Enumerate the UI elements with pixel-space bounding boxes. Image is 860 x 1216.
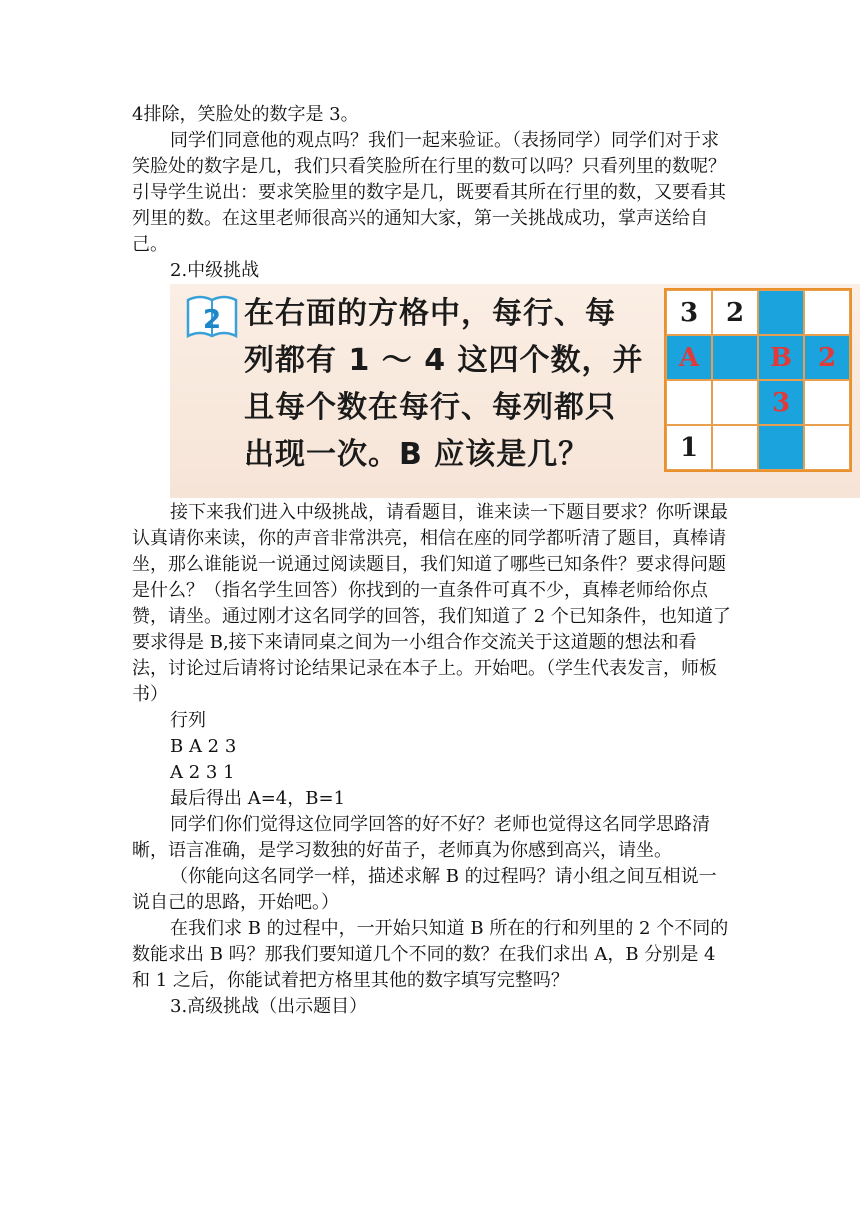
text-section-top [132, 102, 732, 284]
problem-line: 且每个数在每行、每列都只 [244, 390, 616, 425]
heading-intermediate-challenge: 2.中级挑战 [170, 260, 260, 281]
grid-cell: 2 [804, 335, 850, 380]
grid-cell [712, 335, 758, 380]
paragraph-discussion: 接下来我们进入中级挑战，请看题目，谁来读一下题目要求？你听课最认真请你来读，你的声音非常洪亮，相信在座的同学都听清了题目，真棒请坐，那么谁能说一说通过阅读题目，我们知道了哪些已知条件？要求得问题是什么？（指名学生回答）你找到的一直条件可真不少，真棒老师给你点赞，请坐。通过刚才这名同学的回答，我们知道了 2 个已知条件，也知道了要求得是 B,接下来请同桌之间为一小组合作交流关于这道题的想法和看法，讨论过后请将讨论结果记录在本子上。开始吧。（学生代表发言，师板书） [132, 502, 731, 705]
grid-cell: A [666, 335, 712, 380]
board-label: 行列 [170, 710, 206, 731]
grid-cell [804, 425, 850, 470]
book-icon [186, 294, 238, 340]
problem-statement [244, 290, 664, 478]
board-line: A 2 3 1 [170, 762, 235, 783]
grid-cell: B [758, 335, 804, 380]
problem-figure [170, 284, 860, 498]
grid-cell [712, 380, 758, 425]
paragraph-verify: 同学们同意他的观点吗？我们一起来验证。（表扬同学）同学们对于求笑脸处的数字是几，我们只看笑脸所在行里的数可以吗？只看列里的数呢？引导学生说出：要求笑脸里的数字是几，既要看其所在行里的数，又要看其列里的数。在这里老师很高兴的通知大家，第一关挑战成功，掌声送给自己。 [132, 130, 726, 255]
grid-cell: 3 [666, 290, 712, 335]
grid-cell: 2 [712, 290, 758, 335]
grid-cell [666, 380, 712, 425]
heading-advanced-challenge: 3.高级挑战（出示题目） [170, 996, 368, 1017]
grid-cell [804, 380, 850, 425]
problem-line: 列都有 1 ～ 4 这四个数，并 [244, 343, 644, 378]
grid-cell [758, 425, 804, 470]
problem-line: 出现一次。B 应该是几？ [244, 437, 590, 472]
paragraph-reflection: 在我们求 B 的过程中，一开始只知道 B 所在的行和列里的 2 个不同的数能求出 B 吗？那我们要知道几个不同的数？在我们求出 A，B 分别是 4 和 1 之后，你能试着把方格里其他的数字填写完整吗？ [132, 918, 729, 991]
paragraph-praise: 同学们你们觉得这位同学回答的好不好？老师也觉得这名同学思路清晰，语言准确，是学习数独的好苗子，老师真为你感到高兴，请坐。 [132, 814, 710, 861]
sudoku-grid [664, 288, 852, 472]
paragraph-prompt: （你能向这名同学一样，描述求解 B 的过程吗？请小组之间互相说一说自己的思路，开始吧。） [132, 866, 717, 913]
text-section-bottom [132, 500, 732, 1020]
grid-cell [712, 425, 758, 470]
grid-cell: 3 [758, 380, 804, 425]
board-result: 最后得出 A=4，B=1 [170, 788, 346, 809]
board-line: B A 2 3 [170, 736, 237, 757]
grid-cell [758, 290, 804, 335]
grid-cell [804, 290, 850, 335]
problem-line: 在右面的方格中，每行、每 [244, 296, 616, 331]
paragraph-conclusion: 4排除，笑脸处的数字是 3。 [132, 104, 359, 125]
grid-cell: 1 [666, 425, 712, 470]
problem-number: 2 [202, 305, 222, 335]
